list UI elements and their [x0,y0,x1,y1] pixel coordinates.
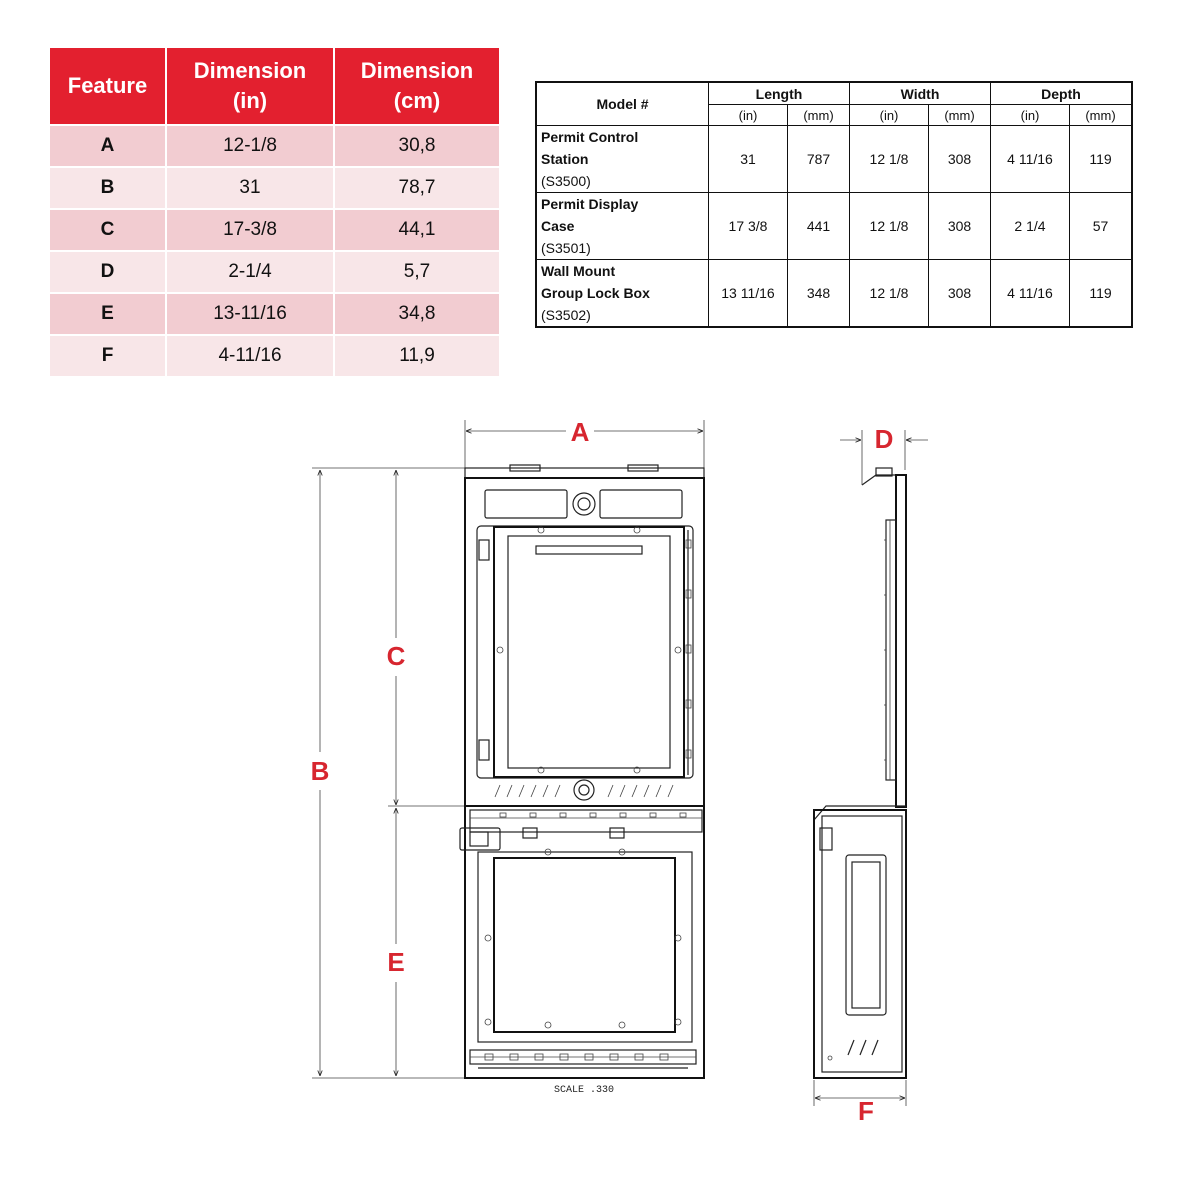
dimension-label-e: E [387,947,405,977]
dimension-c [387,470,465,806]
dimension-in-cell: 4-11/16 [167,336,333,376]
front-view-display-case [465,465,704,806]
depth-in-cell: 4 11/16 [991,260,1070,328]
dimension-cm-cell: 11,9 [335,336,499,376]
model-code: (S3502) [541,307,591,323]
model-code: (S3501) [541,240,591,256]
dimension-b [311,468,465,1078]
scale-note: SCALE .330 [553,1085,615,1096]
feature-cell: D [50,252,165,292]
depth-mm-cell: 119 [1070,260,1133,328]
width-mm-cell: 308 [929,193,991,260]
side-view-display-case [862,468,906,807]
model-code: (S3500) [541,173,591,189]
depth-in-cell: 4 11/16 [991,126,1070,193]
unit-header: (mm) [788,105,850,126]
width-mm-cell: 308 [929,126,991,193]
dimension-cm-header-unit: (cm) [393,88,441,113]
unit-header: (mm) [929,105,991,126]
length-group-header: Length [709,82,850,105]
model-name-line: Station [541,151,589,167]
feature-header-label: Feature [67,73,148,98]
dimension-in-cell: 31 [167,168,333,208]
length-mm-cell: 348 [788,260,850,328]
dimension-in-cell: 13-11/16 [167,294,333,334]
dimension-cm-cell: 78,7 [335,168,499,208]
width-group-header: Width [850,82,991,105]
front-view-lock-box [460,806,704,1078]
depth-in-cell: 2 1/4 [991,193,1070,260]
dimension-in-header-unit: (in) [232,88,268,113]
unit-header: (mm) [1070,105,1133,126]
dimension-label-a: A [570,417,590,447]
model-name-line: Permit Display [541,196,639,212]
length-in-cell: 13 11/16 [709,260,788,328]
dimension-in-cell: 12-1/8 [167,126,333,166]
feature-cell: F [50,336,165,376]
unit-header: (in) [709,105,788,126]
length-mm-cell: 441 [788,193,850,260]
dimension-label-d: D [874,424,894,454]
dimension-e [387,808,404,1076]
dimension-f [814,1080,906,1126]
model-name-line: Case [541,218,575,234]
model-column-header: Model # [536,82,709,126]
width-mm-cell: 308 [929,260,991,328]
depth-group-header: Depth [991,82,1133,105]
model-name-line: Permit Control [541,129,639,145]
width-in-cell: 12 1/8 [850,260,929,328]
length-mm-cell: 787 [788,126,850,193]
length-in-cell: 31 [709,126,788,193]
dimension-label-b: B [310,756,330,786]
model-name-line: Wall Mount [541,263,616,279]
dimension-label-f: F [858,1096,874,1126]
depth-mm-cell: 119 [1070,126,1133,193]
side-view-lock-box [814,806,906,1078]
width-in-cell: 12 1/8 [850,193,929,260]
dimension-cm-cell: 30,8 [335,126,499,166]
dimension-a [465,417,704,470]
dimension-in-header-label: Dimension [193,58,307,83]
unit-header: (in) [991,105,1070,126]
unit-header: (in) [850,105,929,126]
feature-cell: B [50,168,165,208]
depth-mm-cell: 57 [1070,193,1133,260]
model-name-line: Group Lock Box [541,285,650,301]
dimension-cm-header-label: Dimension [360,58,474,83]
dimension-cm-cell: 34,8 [335,294,499,334]
length-in-cell: 17 3/8 [709,193,788,260]
width-in-cell: 12 1/8 [850,126,929,193]
dimension-cm-cell: 5,7 [335,252,499,292]
dimension-label-c: C [386,641,406,671]
dimension-in-cell: 17-3/8 [167,210,333,250]
feature-cell: A [50,126,165,166]
feature-cell: C [50,210,165,250]
dimension-in-cell: 2-1/4 [167,252,333,292]
dimension-cm-cell: 44,1 [335,210,499,250]
feature-cell: E [50,294,165,334]
